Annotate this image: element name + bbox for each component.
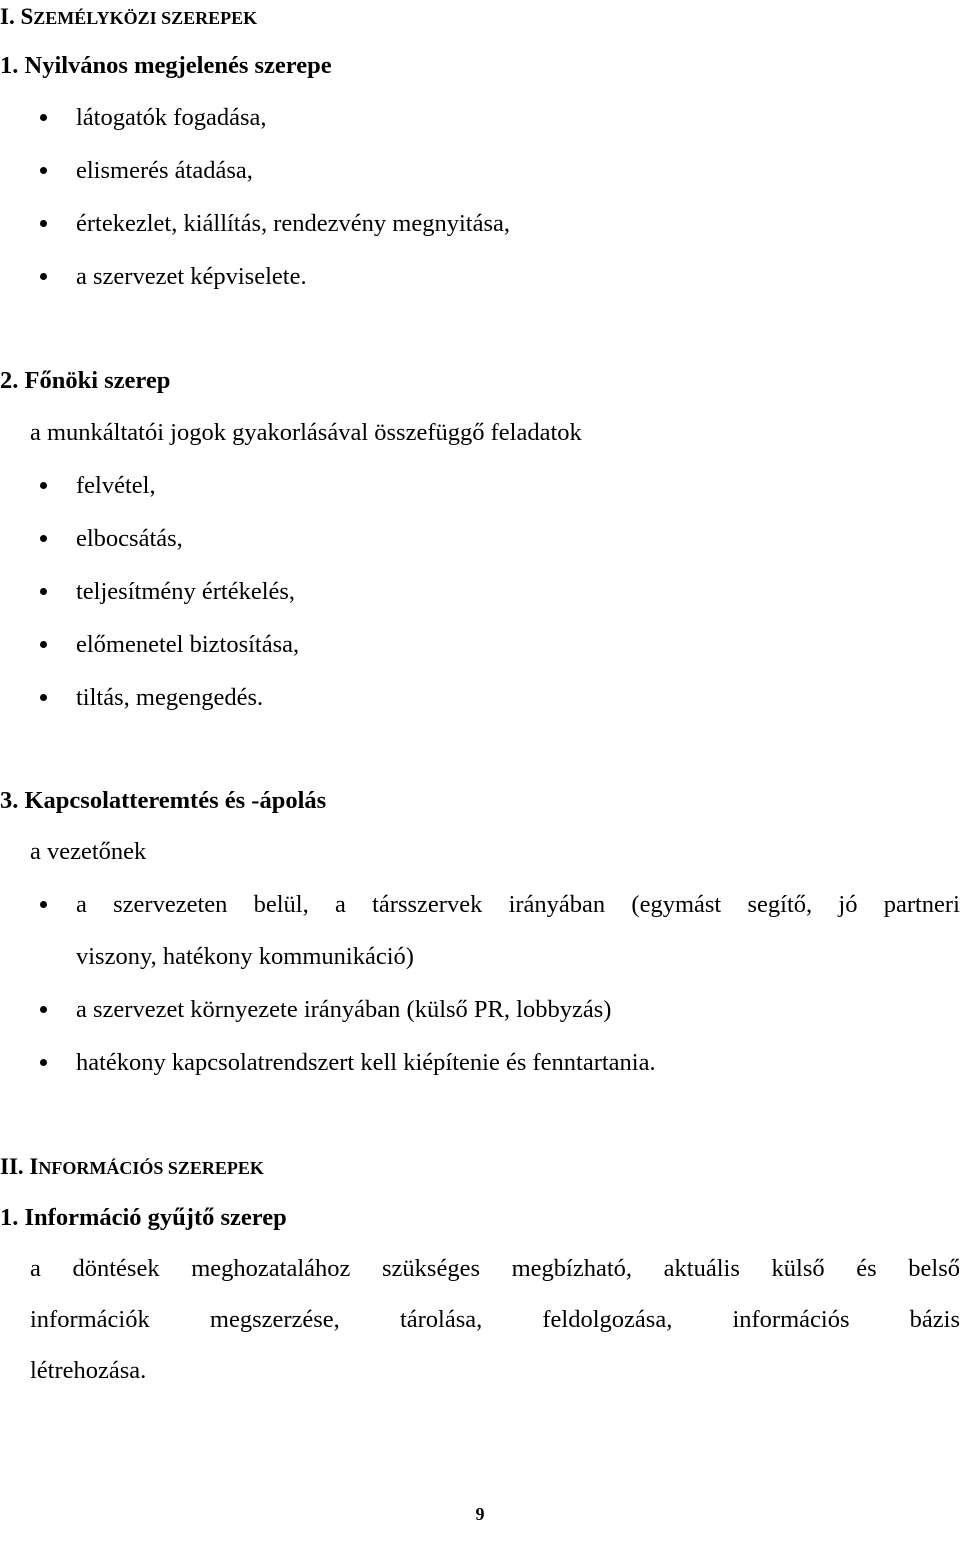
section-1-title-first: S — [20, 4, 34, 29]
subsection-1-1-title: 1. Nyilvános megjelenés szerepe — [0, 52, 332, 79]
word: megbízható, — [511, 1255, 633, 1282]
page-number: 9 — [475, 1504, 485, 1524]
section-1-title-rest: ZEMÉLYKÖZI SZEREPEK — [33, 8, 258, 28]
list-item: hatékony kapcsolatrendszert kell kiépítenie és fenntartania. — [76, 1049, 656, 1076]
word: a — [76, 891, 87, 918]
list-item: tiltás, megengedés. — [76, 684, 264, 711]
bullet-icon — [40, 1006, 47, 1013]
bullet-icon — [40, 588, 47, 595]
word: belső — [908, 1255, 960, 1282]
word: belül, — [253, 891, 309, 918]
section-2-title-first: I — [29, 1154, 39, 1179]
word: segítő, — [747, 891, 813, 918]
word: megszerzése, — [209, 1306, 340, 1333]
section-1-heading — [0, 5, 257, 28]
word: aktuális — [663, 1255, 740, 1282]
bullet-icon — [40, 114, 47, 121]
word: irányában — [508, 891, 606, 918]
list-item: elismerés átadása, — [76, 157, 253, 184]
list-item: felvétel, — [76, 472, 156, 499]
list-item: a szervezet képviselete. — [76, 263, 307, 290]
bullet-icon — [40, 273, 47, 280]
word: (egymást — [631, 891, 722, 918]
bullet-icon — [40, 1059, 47, 1066]
word: információk — [30, 1306, 150, 1333]
subsection-1-2-title: 2. Főnöki szerep — [0, 367, 171, 394]
word: feldolgozása, — [542, 1306, 673, 1333]
list-item: látogatók fogadása, — [76, 104, 267, 131]
word: külső — [771, 1255, 825, 1282]
paragraph-line: létrehozása. — [30, 1357, 147, 1384]
word: és — [856, 1255, 877, 1282]
section-2-roman: II. — [0, 1154, 30, 1179]
list-item: teljesítmény értékelés, — [76, 578, 296, 605]
word: bázis — [909, 1306, 960, 1333]
bullet-icon — [40, 901, 47, 908]
word: a — [30, 1255, 41, 1282]
list-item: a szervezet környezete irányában (külső PR, lobbyzás) — [76, 996, 612, 1023]
section-2-title-rest: NFORMÁCIÓS SZEREPEK — [38, 1158, 264, 1178]
section-1-roman: I. — [0, 4, 21, 29]
list-item: elbocsátás, — [76, 525, 183, 552]
word: szükséges — [382, 1255, 480, 1282]
word: társszervek — [372, 891, 483, 918]
word: döntések — [72, 1255, 160, 1282]
word: partneri — [883, 891, 960, 918]
word: meghozatalához — [191, 1255, 351, 1282]
bullet-icon — [40, 220, 47, 227]
paragraph-line — [30, 1308, 960, 1333]
bullet-icon — [40, 167, 47, 174]
section-2-heading — [0, 1155, 264, 1178]
subsection-1-3-title: 3. Kapcsolatteremtés és -ápolás — [0, 787, 327, 814]
word: szervezeten — [113, 891, 228, 918]
list-item-continuation: viszony, hatékony kommunikáció) — [76, 943, 414, 970]
paragraph-line — [30, 1257, 960, 1282]
list-item-justified-line — [76, 893, 960, 918]
word: jó — [838, 891, 858, 918]
subsection-2-1-title: 1. Információ gyűjtő szerep — [0, 1204, 287, 1231]
list-item: értekezlet, kiállítás, rendezvény megnyitása, — [76, 210, 511, 237]
bullet-icon — [40, 535, 47, 542]
bullet-icon — [40, 641, 47, 648]
subsection-1-3-intro: a vezetőnek — [30, 838, 147, 865]
subsection-1-2-intro: a munkáltatói jogok gyakorlásával összefüggő feladatok — [30, 419, 582, 446]
bullet-icon — [40, 694, 47, 701]
bullet-icon — [40, 482, 47, 489]
word: információs — [732, 1306, 850, 1333]
word: a — [335, 891, 346, 918]
list-item: előmenetel biztosítása, — [76, 631, 300, 658]
word: tárolása, — [399, 1306, 483, 1333]
